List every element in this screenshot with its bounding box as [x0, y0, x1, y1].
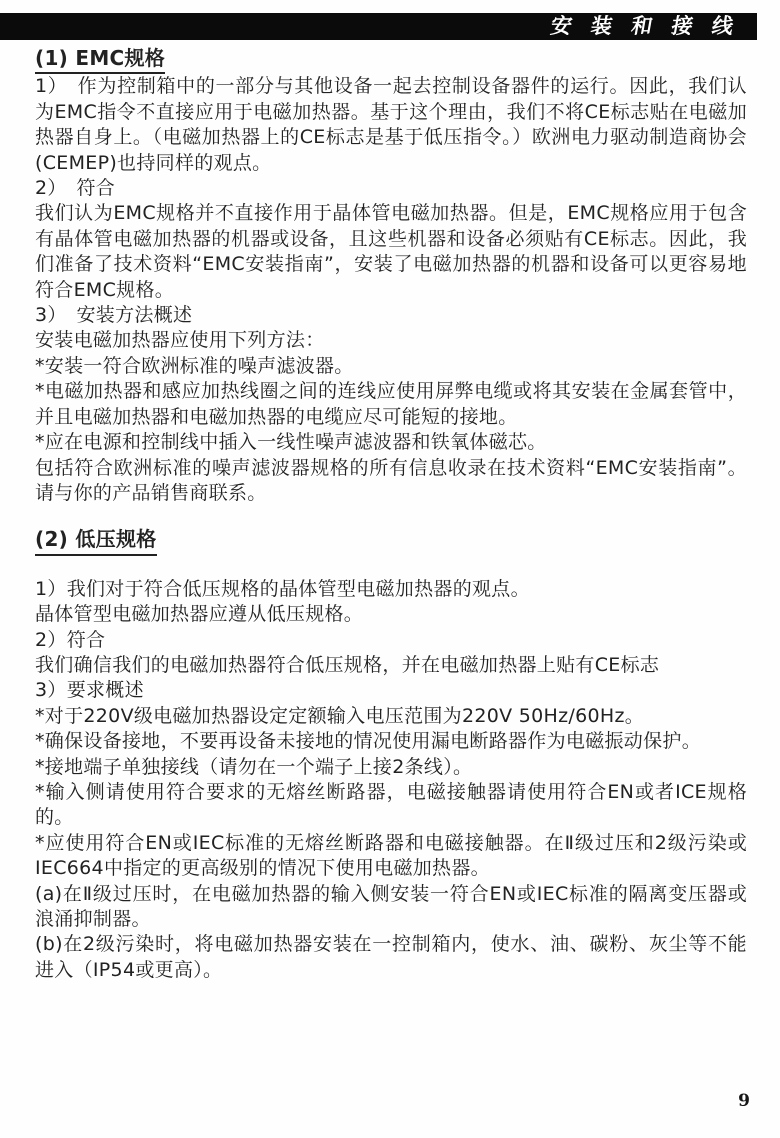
paragraph-lv-item-b: (b)在2级污染时，将电磁加热器安装在一控制箱内，使水、油、碳粉、灰尘等不能进入（IP54或更高）。 [35, 933, 747, 981]
bullet-emc-1: *安装一符合欧洲标准的噪声滤波器。 [35, 354, 354, 377]
bullet-emc-3: *应在电源和控制线中插入一线性噪声滤波器和铁氧体磁芯。 [35, 431, 547, 454]
bullet-lv-2: *确保设备接地，不要再设备未接地的情况使用漏电断路器作为电磁振动保护。 [35, 730, 702, 753]
section-heading-low-voltage [35, 527, 747, 555]
paragraph-lv-item-a: (a)在Ⅱ级过压时，在电磁加热器的输入侧安装一符合EN或IEC标准的隔离变压器或浪涌抑制器。 [35, 882, 747, 930]
subheading-lv-compliance: 2）符合 [35, 628, 106, 651]
section-heading-low-voltage-text: (2) 低压规格 [35, 527, 157, 555]
bullet-lv-4: *输入侧请使用符合要求的无熔丝断路器，电磁接触器请使用符合EN或者ICE规格的。 [35, 780, 747, 829]
subheading-emc-compliance: 2） 符合 [35, 177, 116, 200]
page-content [35, 46, 747, 983]
section-low-voltage-spec [35, 527, 747, 983]
paragraph-lv-2: 晶体管型电磁加热器应遵从低压规格。 [35, 603, 364, 626]
section-heading-emc [35, 46, 747, 74]
bullet-lv-3: *接地端子单独接线（请勿在一个端子上接2条线）。 [35, 755, 473, 778]
section-heading-emc-text: (1) EMC规格 [35, 46, 165, 74]
paragraph-emc-4: 包括符合欧洲标准的噪声滤波器规格的所有信息收录在技术资料“EMC安装指南”。请与你的产品销售商联系。 [35, 456, 747, 504]
bullet-lv-1: *对于220V级电磁加热器设定定额输入电压范围为220V 50Hz/60Hz。 [35, 704, 645, 727]
section-emc-spec [35, 46, 747, 506]
paragraph-emc-1: 1） 作为控制箱中的一部分与其他设备一起去控制设备器件的运行。因此，我们认为EMC指令不直接应用于电磁加热器。基于这个理由，我们不将CE标志贴在电磁加热器自身上。（电磁加热器上的CE标志是基于低压指令。）欧洲电力驱动制造商协会(CEMEP)也持同样的观点。 [35, 75, 747, 174]
subheading-lv-requirements: 3）要求概述 [35, 679, 144, 702]
bullet-emc-2: *电磁加热器和感应加热线圈之间的连线应使用屏弊电缆或将其安装在金属套管中，并且电磁加热器和电磁加热器的电缆应尽可能短的接地。 [35, 380, 747, 428]
subheading-emc-install-overview: 3） 安装方法概述 [35, 304, 193, 327]
page-header-title: 安 装 和 接 线 [548, 14, 742, 38]
paragraph-lv-3: 我们确信我们的电磁加热器符合低压规格，并在电磁加热器上贴有CE标志 [35, 653, 660, 676]
paragraph-emc-2: 我们认为EMC规格并不直接作用于晶体管电磁加热器。但是，EMC规格应用于包含有晶体管电磁加热器的机器或设备，且这些机器和设备必须贴有CE标志。因此，我们准备了技术资料“EMC安装指南”，安装了电磁加热器的机器和设备可以更容易地符合EMC规格。 [35, 202, 747, 301]
bullet-lv-5: *应使用符合EN或IEC标准的无熔丝断路器和电磁接触器。在Ⅱ级过压和2级污染或IEC664中指定的更高级别的情况下使用电磁加热器。 [35, 831, 747, 880]
header-bar [0, 13, 757, 40]
paragraph-lv-1: 1）我们对于符合低压规格的晶体管型电磁加热器的观点。 [35, 577, 530, 600]
page-number: 9 [738, 1091, 750, 1111]
paragraph-emc-3: 安装电磁加热器应使用下列方法： [35, 329, 325, 352]
